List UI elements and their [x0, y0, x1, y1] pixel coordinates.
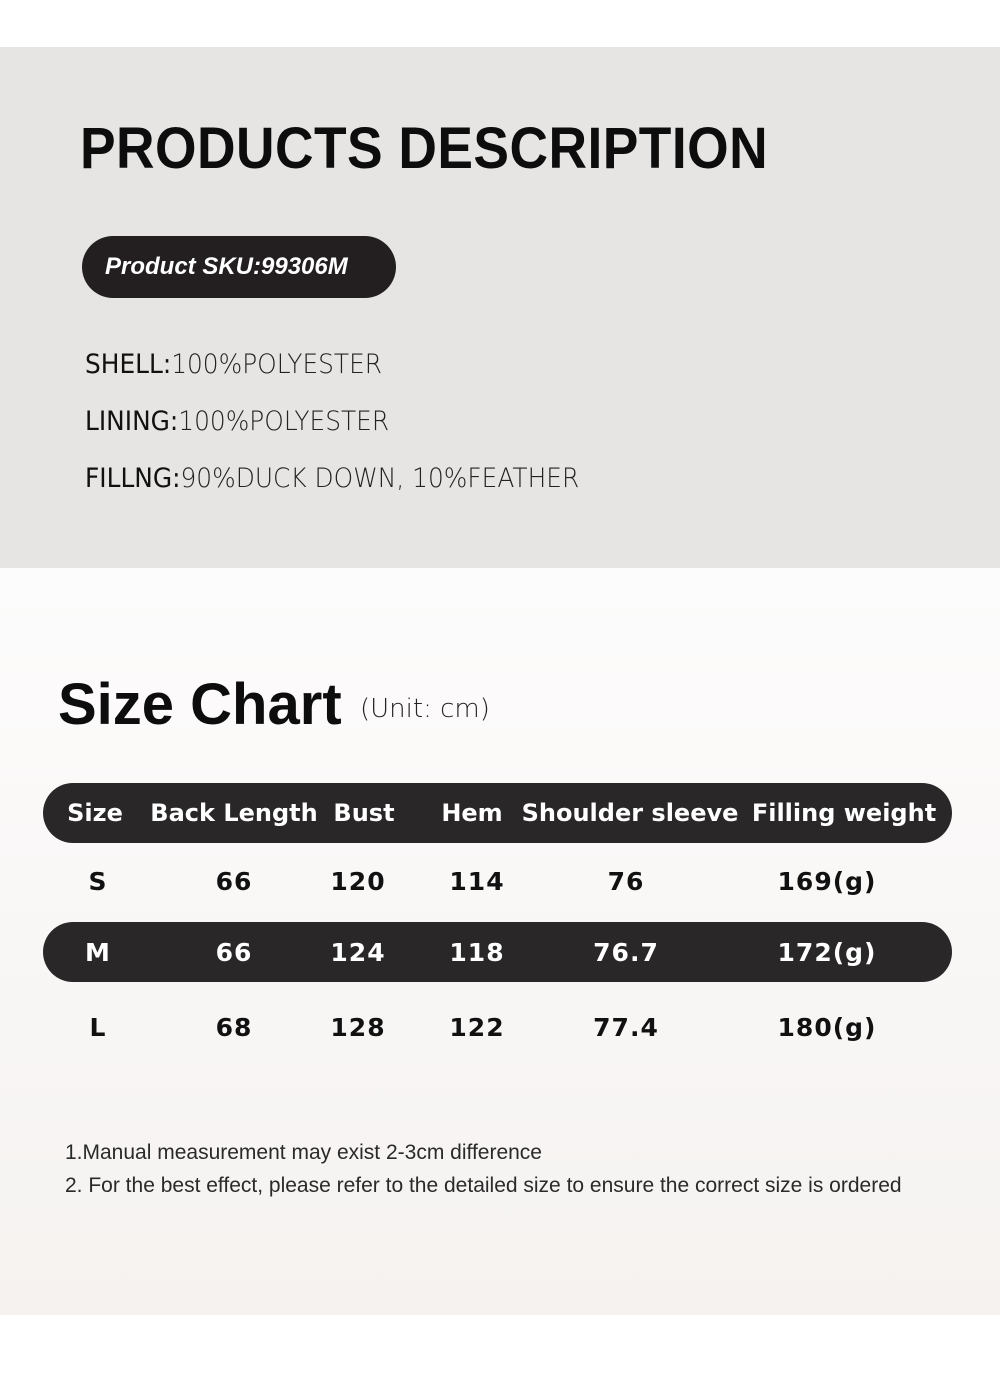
table-row	[43, 997, 952, 1057]
cell-shoulder-sleeve: 76	[607, 866, 645, 896]
cell-bust: 120	[330, 866, 386, 896]
cell-filling-weight: 180(g)	[777, 1012, 877, 1042]
cell-back-length: 66	[215, 937, 253, 967]
unit-label: (Unit: cm)	[360, 694, 490, 724]
material-lining	[85, 408, 389, 435]
material-value: 100%POLYESTER	[178, 406, 390, 437]
note-measurement: 1.Manual measurement may exist 2-3cm difference	[65, 1141, 542, 1164]
size-table-header	[43, 783, 952, 843]
cell-hem: 118	[449, 937, 505, 967]
sku-badge	[82, 236, 396, 298]
material-key: SHELL:	[85, 349, 172, 380]
material-value: 90%DUCK DOWN, 10%FEATHER	[180, 463, 580, 494]
material-value: 100%POLYESTER	[171, 349, 383, 380]
cell-size: M	[85, 937, 111, 967]
material-filling	[85, 465, 579, 492]
table-row	[43, 922, 952, 982]
cell-filling-weight: 172(g)	[777, 937, 877, 967]
material-key: FILLNG:	[85, 463, 181, 494]
material-shell	[85, 351, 382, 378]
sku-text: Product SKU:99306M	[105, 253, 348, 280]
cell-size: L	[89, 1012, 107, 1042]
header-size: Size	[67, 799, 123, 827]
cell-back-length: 66	[215, 866, 253, 896]
products-description-title: PRODUCTS DESCRIPTION	[80, 116, 769, 181]
cell-hem: 114	[449, 866, 505, 896]
material-key: LINING:	[85, 406, 179, 437]
header-filling-weight: Filling weight	[751, 799, 937, 827]
cell-bust: 128	[330, 1012, 386, 1042]
cell-hem: 122	[449, 1012, 505, 1042]
cell-bust: 124	[330, 937, 386, 967]
size-chart-title: Size Chart	[58, 672, 342, 737]
cell-filling-weight: 169(g)	[777, 866, 877, 896]
header-shoulder-sleeve: Shoulder sleeve	[521, 799, 739, 827]
cell-size: S	[88, 866, 108, 896]
header-hem: Hem	[441, 799, 503, 827]
cell-shoulder-sleeve: 76.7	[593, 937, 659, 967]
table-row	[43, 851, 952, 911]
note-best-effect: 2. For the best effect, please refer to the detailed size to ensure the correct size is ordered	[65, 1174, 902, 1197]
cell-shoulder-sleeve: 77.4	[593, 1012, 659, 1042]
header-bust: Bust	[333, 799, 395, 827]
header-back-length: Back Length	[150, 799, 318, 827]
cell-back-length: 68	[215, 1012, 253, 1042]
